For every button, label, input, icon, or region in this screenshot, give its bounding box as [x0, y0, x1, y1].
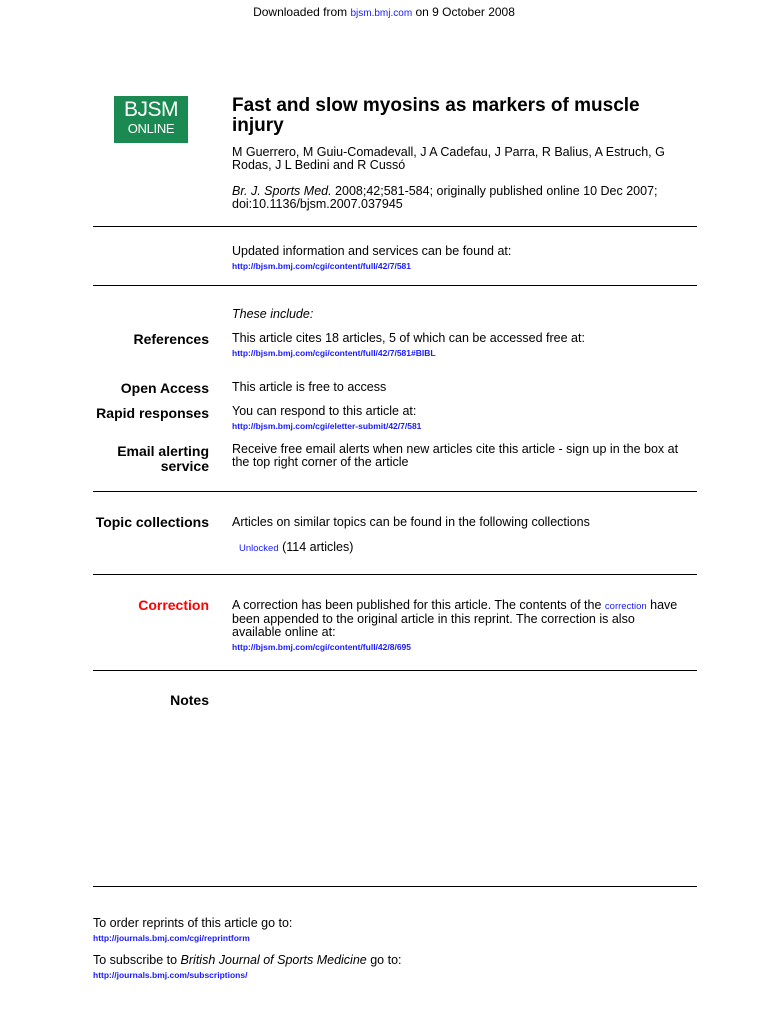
references-link[interactable]: http://bjsm.bmj.com/cgi/content/full/42/7/581#BIBL	[232, 348, 436, 358]
subscribe-link[interactable]: http://journals.bmj.com/subscriptions/	[93, 970, 248, 980]
divider	[93, 491, 697, 492]
updated-text: Updated information and services can be found at:	[232, 244, 512, 258]
rapid-responses-info	[232, 405, 421, 433]
divider	[93, 285, 697, 286]
download-prefix: Downloaded from	[253, 5, 351, 19]
rapid-responses-label: Rapid responses	[96, 405, 209, 421]
email-label-line2: service	[160, 458, 209, 474]
correction-label: Correction	[138, 597, 209, 613]
email-text-line1: Receive free email alerts when new articles cite this article - sign up in the box at	[232, 442, 679, 456]
updated-link[interactable]: http://bjsm.bmj.com/cgi/content/full/42/7/581	[232, 261, 412, 271]
notes-label: Notes	[170, 692, 209, 708]
open-access-label: Open Access	[120, 380, 209, 396]
correction-text-line2: been appended to the original article in this reprint. The correction is also	[232, 612, 635, 626]
citation-doi: doi:10.1136/bjsm.2007.037945	[232, 197, 403, 211]
correction-text-b: have	[646, 598, 678, 612]
reprints-text: To order reprints of this article go to:	[93, 916, 293, 930]
email-label-line1: Email alerting	[117, 443, 209, 459]
open-access-text: This article is free to access	[232, 380, 387, 394]
bjsm-logo	[114, 96, 188, 143]
article-citation	[232, 185, 658, 211]
email-alerting-info	[232, 443, 678, 469]
correction-link[interactable]: correction	[604, 601, 647, 612]
divider	[93, 670, 697, 671]
rapid-responses-text: You can respond to this article at:	[232, 404, 417, 418]
subscribe-journal: British Journal of Sports Medicine	[180, 953, 367, 967]
topic-collections-text: Articles on similar topics can be found in the following collections	[232, 515, 590, 529]
correction-text-line3: available online at:	[232, 625, 336, 639]
correction-text-a: A correction has been published for this article. The contents of the	[232, 598, 605, 612]
references-text: This article cites 18 articles, 5 of which can be accessed free at:	[232, 331, 585, 345]
subscribe-prefix: To subscribe to	[93, 953, 181, 967]
rapid-responses-link[interactable]: http://bjsm.bmj.com/cgi/eletter-submit/42/7/581	[232, 421, 422, 431]
logo-line1: BJSM	[123, 98, 178, 121]
email-alerting-label	[117, 444, 209, 474]
reprints-link[interactable]: http://journals.bmj.com/cgi/reprintform	[93, 933, 250, 943]
correction-info	[232, 599, 677, 654]
divider	[93, 226, 697, 227]
collection-link[interactable]: Unlocked	[239, 543, 279, 554]
download-header	[0, 6, 768, 20]
references-info	[232, 332, 585, 360]
site-link[interactable]: bjsm.bmj.com	[350, 8, 413, 19]
citation-details: 2008;42;581-584; originally published online 10 Dec 2007;	[331, 184, 658, 198]
collection-count: (114 articles)	[278, 540, 354, 554]
authors-line2: Rodas, J L Bedini and R Cussó	[232, 158, 406, 172]
article-authors	[232, 146, 665, 172]
title-line1: Fast and slow myosins as markers of muscle	[232, 95, 640, 116]
article-title	[232, 96, 640, 136]
includes-heading: These include:	[232, 307, 314, 321]
authors-line1: M Guerrero, M Guiu-Comadevall, J A Cadefau, J Parra, R Balius, A Estruch, G	[232, 145, 665, 159]
references-label: References	[133, 331, 209, 347]
reprints-block	[93, 917, 292, 945]
updated-info	[232, 245, 511, 273]
email-text-line2: the top right corner of the article	[232, 455, 409, 469]
download-suffix: on 9 October 2008	[412, 5, 515, 19]
subscribe-suffix: go to:	[366, 953, 402, 967]
subscribe-block	[93, 954, 402, 982]
logo-line2: ONLINE	[127, 121, 175, 136]
divider	[93, 574, 697, 575]
topic-collections-label: Topic collections	[95, 514, 209, 530]
citation-journal: Br. J. Sports Med.	[232, 184, 332, 198]
title-line2: injury	[232, 115, 284, 136]
divider	[93, 886, 697, 887]
topic-collection-item	[239, 541, 353, 555]
correction-url[interactable]: http://bjsm.bmj.com/cgi/content/full/42/8/695	[232, 642, 412, 652]
